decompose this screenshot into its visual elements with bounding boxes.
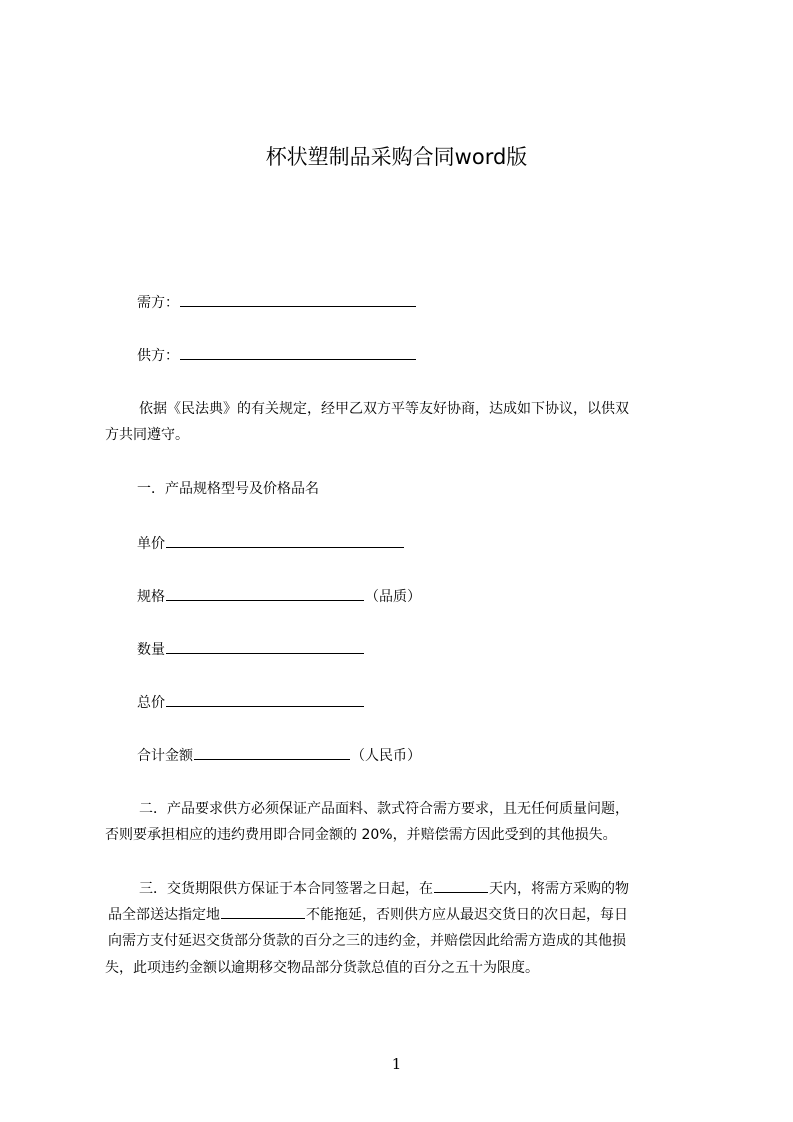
- section3-line2-pre: 品全部送达指定地: [108, 907, 220, 923]
- section3-line-3: 向需方支付延迟交货部分货款的百分之三的违约金，并赔偿因此给需方造成的其他损: [108, 933, 626, 949]
- spec-label: 规格: [137, 589, 165, 605]
- sum-label: 合计金额: [137, 748, 193, 764]
- delivery-place-blank[interactable]: [221, 904, 305, 919]
- section3-line2-post: 不能拖延，否则供方应从最迟交货日的次日起，每日: [306, 907, 628, 923]
- party-a-line: [137, 292, 417, 313]
- section3-line1-post: 天内，将需方采购的物: [489, 881, 629, 897]
- unit-price-line: [137, 533, 405, 554]
- section3-line-4: 失，此项违约金额以逾期移交物品部分货款总值的百分之五十为限度。: [105, 960, 539, 976]
- sum-blank[interactable]: [194, 745, 350, 760]
- intro-line-2: 方共同遵守。: [105, 427, 189, 443]
- page-number: 1: [391, 1055, 402, 1073]
- section3-line1-pre: 三．交货期限供方保证于本合同签署之日起，在: [139, 881, 433, 897]
- total-blank[interactable]: [166, 692, 364, 707]
- unit-price-blank[interactable]: [166, 533, 404, 548]
- section2-line-1: 二．产品要求供方必须保证产品面料、款式符合需方要求，且无任何质量问题，: [139, 801, 629, 817]
- sum-suffix: （人民币）: [351, 748, 421, 764]
- unit-price-label: 单价: [137, 536, 165, 552]
- spec-suffix: （品质）: [365, 589, 421, 605]
- spec-line: [137, 586, 421, 607]
- section3-line-2: [108, 904, 628, 925]
- quantity-blank[interactable]: [166, 639, 364, 654]
- party-a-label: 需方：: [137, 295, 179, 311]
- total-line: [137, 692, 365, 713]
- document-title: 杯状塑制品采购合同word版: [265, 145, 528, 169]
- delivery-days-blank[interactable]: [434, 878, 488, 893]
- section3-line-1: [139, 878, 629, 899]
- spec-blank[interactable]: [166, 586, 364, 601]
- sum-line: [137, 745, 421, 766]
- party-a-blank[interactable]: [180, 292, 416, 307]
- party-b-line: [137, 345, 417, 366]
- section2-line-2: 否则要承担相应的违约费用即合同金额的 20%，并赔偿需方因此受到的其他损失。: [105, 827, 617, 843]
- total-label: 总价: [137, 695, 165, 711]
- quantity-line: [137, 639, 365, 660]
- party-b-blank[interactable]: [180, 345, 416, 360]
- section1-heading: 一．产品规格型号及价格品名: [137, 481, 319, 497]
- party-b-label: 供方：: [137, 348, 179, 364]
- quantity-label: 数量: [137, 642, 165, 658]
- intro-line-1: 依据《民法典》的有关规定，经甲乙双方平等友好协商，达成如下协议，以供双: [139, 401, 629, 417]
